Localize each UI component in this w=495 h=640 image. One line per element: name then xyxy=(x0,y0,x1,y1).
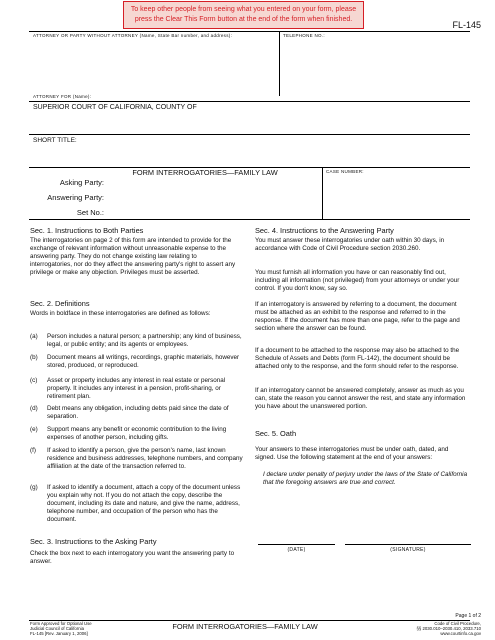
sec4-p1: You must answer these interrogatories under oath within 30 days, in accordance with Code of Civil Procedure section 2030.260. xyxy=(255,237,445,253)
short-title-rule xyxy=(29,134,470,135)
footer-left xyxy=(30,621,92,636)
def-text: Support means any benefit or economic contribution to the living expenses of another person, including gifts. xyxy=(47,426,227,442)
top-rule xyxy=(29,31,470,32)
def-text: Person includes a natural person; a partnership; any kind of business, legal, or public entity; and its agents or employees. xyxy=(47,333,242,349)
caption-bottom-rule xyxy=(29,219,470,220)
footer-right xyxy=(416,621,481,636)
sec4-p4: If a document to be attached to the response may also be attached to the Schedule of Assets and Debts (form FL-142), the document should be attached only to the response, and the form should refer to the response. xyxy=(255,347,460,371)
date-field[interactable] xyxy=(258,531,335,543)
telephone-field[interactable] xyxy=(283,40,468,92)
sec4-p5: If an interrogatory cannot be answered completely, answer as much as you can, state the reason you cannot answer the rest, and state any information you have about the unanswered portion. xyxy=(255,387,466,411)
form-number: FL-145 xyxy=(452,20,481,30)
page-number: Page 1 of 2 xyxy=(455,613,481,619)
signature-label: (SIGNATURE) xyxy=(390,547,426,553)
sec4-p3: If an interrogatory is answered by referring to a document, the document must be attached as an exhibit to the response and referred to in the response. If the document has more than one page, refer to the page and section where the answer can be found. xyxy=(255,301,460,333)
sec4-heading: Sec. 4. Instructions to the Answering Party xyxy=(255,226,394,235)
sec5-heading: Sec. 5. Oath xyxy=(255,429,297,438)
declaration-text: I declare under penalty of perjury under the laws of the State of California that the foregoing answers are true and correct. xyxy=(263,471,468,487)
case-number-label: CASE NUMBER: xyxy=(326,169,364,174)
sec2-intro: Words in boldface in these interrogatories are defined as follows: xyxy=(30,310,211,317)
def-text: Debt means any obligation, including debts paid since the date of separation. xyxy=(47,405,229,421)
attorney-field[interactable] xyxy=(33,40,273,92)
telephone-divider xyxy=(279,31,280,96)
footer-right-line: §§ 2030.010–2030.410, 2033.710 xyxy=(416,626,481,631)
footer-left-line: Form Approved for Optional Use xyxy=(30,621,92,626)
set-no-field[interactable] xyxy=(108,206,318,217)
answering-party-field[interactable] xyxy=(108,191,318,202)
clear-form-banner: To keep other people from seeing what you entered on your form, please press the Clear This Form button at the end of the form when finished. xyxy=(123,1,364,29)
sec2-heading: Sec. 2. Definitions xyxy=(30,299,90,308)
set-no-label: Set No.: xyxy=(76,208,104,217)
sec3-body: Check the box next to each interrogatory you want the answering party to answer. xyxy=(30,550,235,566)
telephone-label: TELEPHONE NO.: xyxy=(283,33,325,38)
form-title: FORM INTERROGATORIES—FAMILY LAW xyxy=(132,168,278,177)
footer-left-line: Judicial Council of California xyxy=(30,626,84,631)
date-label: (DATE) xyxy=(287,547,306,553)
sec3-heading: Sec. 3. Instructions to the Asking Party xyxy=(30,537,157,546)
def-text: Asset or property includes any interest in real estate or personal property. It includes any interest in a pension, profit-sharing, or retirement plan. xyxy=(47,377,226,401)
def-letter: (e) xyxy=(30,426,38,433)
def-letter: (g) xyxy=(30,484,38,491)
def-text: If asked to identify a document, attach a copy of the document unless you explain why not. If you do not attach the copy, describe the document, including its date and nature, and give the name, address, telephone number, and occupation of the person who has the document. xyxy=(47,484,241,524)
answering-party-label: Answering Party: xyxy=(47,193,104,202)
case-number-field[interactable] xyxy=(326,176,468,216)
footer-right-line: Code of Civil Procedure, xyxy=(434,621,481,626)
footer-right-line: www.courtinfo.ca.gov xyxy=(440,631,481,636)
attorney-for-label: ATTORNEY FOR (Name): xyxy=(33,94,92,99)
court-label: SUPERIOR COURT OF CALIFORNIA, COUNTY OF xyxy=(33,104,197,111)
def-letter: (d) xyxy=(30,405,38,412)
def-letter: (b) xyxy=(30,354,38,361)
sec4-p2: You must furnish all information you have or can reasonably find out, including all information (not privileged) from your attorneys or under your control. If you don't know, say so. xyxy=(255,269,460,293)
footer-left-line: FL-145 [Rev. January 1, 2006] xyxy=(30,631,88,636)
asking-party-field[interactable] xyxy=(108,176,318,187)
oath-text: Your answers to these interrogatories must be under oath, dated, and signed. Use the following statement at the end of your answers: xyxy=(255,446,449,462)
sec1-body: The interrogatories on page 2 of this form are intended to provide for the exchange of relevant information without unreasonable expense to the answering party. They do not change existing law relating to interrogatories, nor do they affect the answering party's right to assert any privilege or make any objection. Privileges must be asserted. xyxy=(30,237,236,277)
short-title-label: SHORT TITLE: xyxy=(33,137,77,144)
footer-title: FORM INTERROGATORIES—FAMILY LAW xyxy=(172,622,318,631)
footer-rule xyxy=(29,620,470,621)
county-field[interactable] xyxy=(33,112,468,134)
date-line xyxy=(258,544,335,545)
signature-line xyxy=(345,544,471,545)
def-text: If asked to identify a person, give the person's name, last known residence and business addresses, telephone numbers, and company affiliation at the date of the transaction referred to. xyxy=(47,447,243,471)
def-letter: (a) xyxy=(30,333,38,340)
def-letter: (f) xyxy=(30,447,36,454)
def-letter: (c) xyxy=(30,377,38,384)
attorney-label: ATTORNEY OR PARTY WITHOUT ATTORNEY (Name, State Bar number, and address): xyxy=(33,33,233,38)
court-rule xyxy=(29,101,470,102)
sec1-heading: Sec. 1. Instructions to Both Parties xyxy=(30,226,144,235)
signature-field[interactable] xyxy=(345,531,471,543)
case-divider xyxy=(322,167,323,219)
def-text: Document means all writings, recordings, graphic materials, however stored, produced, or reproduced. xyxy=(47,354,240,370)
asking-party-label: Asking Party: xyxy=(59,178,104,187)
